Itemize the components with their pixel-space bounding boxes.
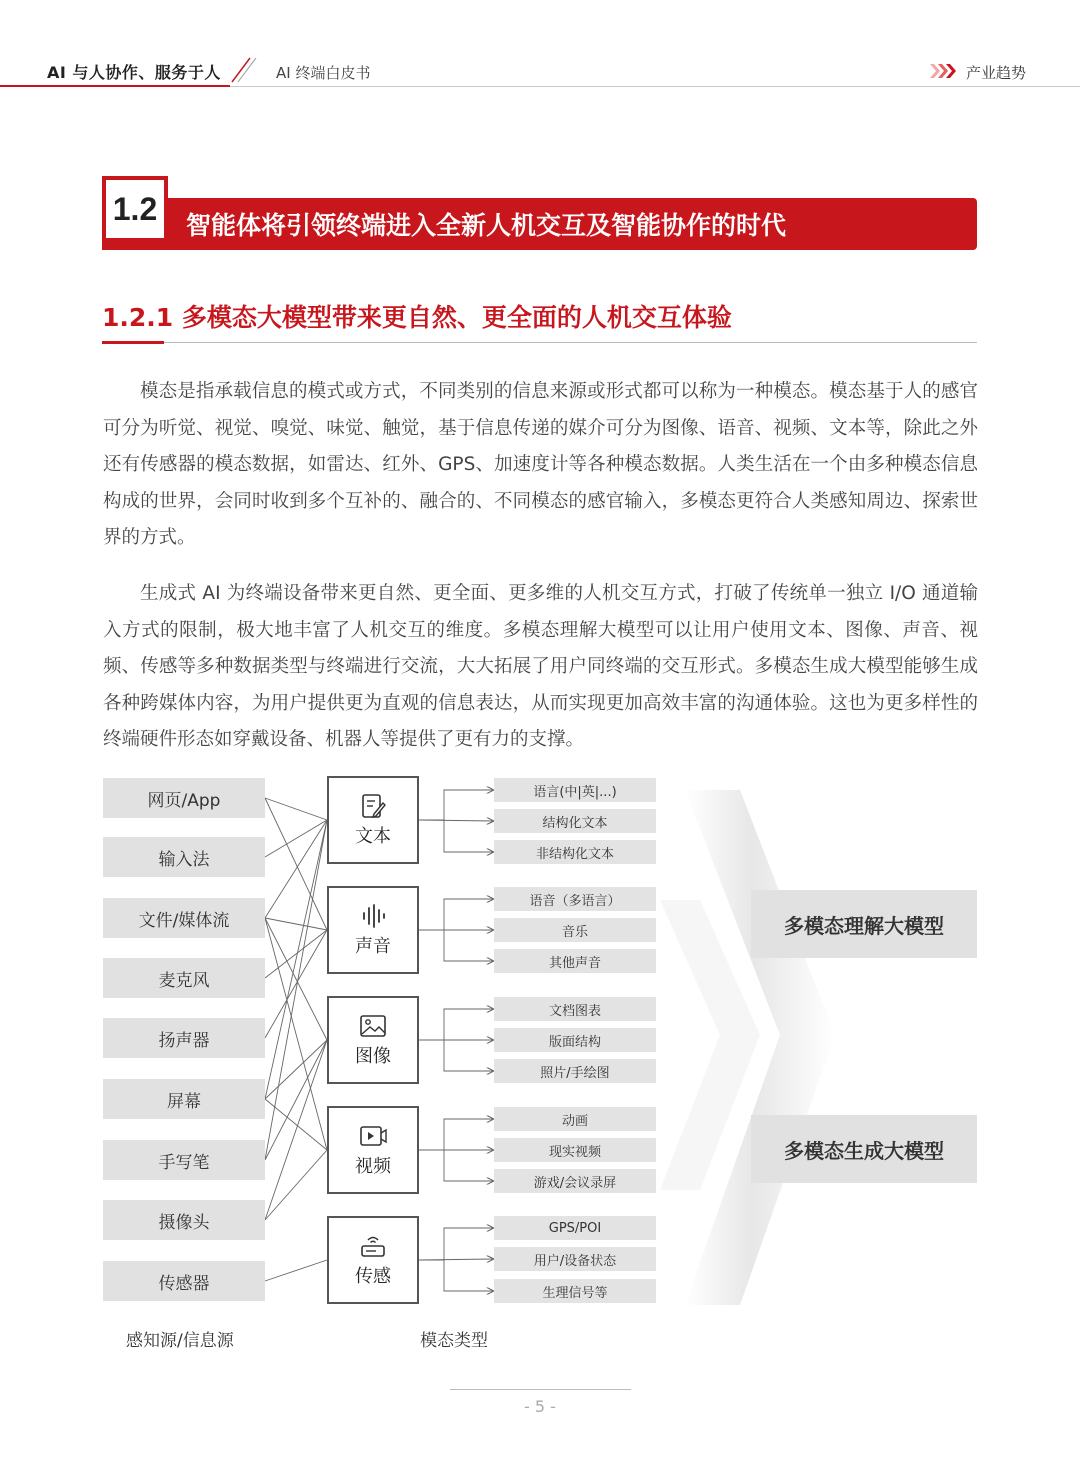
image-icon bbox=[358, 1012, 388, 1040]
subsection-underline bbox=[102, 342, 977, 343]
modality-sensing bbox=[327, 1216, 419, 1304]
section-number: 1.2 bbox=[112, 190, 158, 227]
source-speaker: 扬声器 bbox=[103, 1018, 265, 1058]
source-webpage-app: 网页/App bbox=[103, 778, 265, 818]
output-item: 用户/设备状态 bbox=[494, 1247, 656, 1271]
output-item: 现实视频 bbox=[494, 1138, 656, 1162]
output-item: 动画 bbox=[494, 1107, 656, 1131]
modality-video bbox=[327, 1106, 419, 1194]
edit-document-icon bbox=[358, 792, 388, 820]
source-stylus: 手写笔 bbox=[103, 1140, 265, 1180]
modality-label: 文本 bbox=[355, 826, 391, 847]
output-item: 文档图表 bbox=[494, 997, 656, 1021]
video-icon bbox=[358, 1122, 388, 1150]
output-item: GPS/POI bbox=[494, 1216, 656, 1240]
source-file-media: 文件/媒体流 bbox=[103, 898, 265, 938]
output-item: 游戏/会议录屏 bbox=[494, 1169, 656, 1193]
source-sensor: 传感器 bbox=[103, 1261, 265, 1301]
output-item: 结构化文本 bbox=[494, 809, 656, 833]
output-item: 非结构化文本 bbox=[494, 840, 656, 864]
output-item: 音乐 bbox=[494, 918, 656, 942]
source-microphone: 麦克风 bbox=[103, 958, 265, 998]
sound-wave-icon bbox=[358, 902, 388, 930]
output-item: 版面结构 bbox=[494, 1028, 656, 1052]
output-item: 生理信号等 bbox=[494, 1279, 656, 1303]
header-left-title: AI 与人协作、服务于人 bbox=[47, 63, 221, 82]
modality-sound bbox=[327, 886, 419, 974]
subsection-underline-accent bbox=[102, 341, 164, 344]
output-item: 语言(中|英|...) bbox=[494, 778, 656, 802]
source-screen: 屏幕 bbox=[103, 1079, 265, 1119]
caption-sources: 感知源/信息源 bbox=[126, 1331, 234, 1351]
header-chapter-label: 产业趋势 bbox=[966, 64, 1027, 82]
sensor-icon bbox=[358, 1232, 388, 1260]
source-camera: 摄像头 bbox=[103, 1200, 265, 1240]
output-item: 照片/手绘图 bbox=[494, 1059, 656, 1083]
modality-label: 视频 bbox=[355, 1156, 391, 1177]
modality-text bbox=[327, 776, 419, 864]
footer-divider bbox=[450, 1389, 631, 1390]
multimodal-diagram bbox=[100, 770, 980, 1370]
header-slash-divider bbox=[228, 56, 258, 84]
header-divider-accent bbox=[0, 85, 230, 87]
paragraph-2: 生成式 AI 为终端设备带来更自然、更全面、更多维的人机交互方式，打破了传统单一独立 I/O 通道输入方式的限制，极大地丰富了人机交互的维度。多模态理解大模型可以让用户使用文本、图像、声音、视频、传感等多种数据类型与终端进行交流，大大拓展了用户同终端的交互形式。多模态生成大模型能够生成各种跨媒体内容，为用户提供更为直观的信息表达，从而实现更加高效丰富的沟通体验。这也为更多样性的终端硬件形态如穿戴设备、机器人等提供了更有力的支撑。 bbox=[103, 583, 978, 750]
caption-modalities: 模态类型 bbox=[420, 1331, 488, 1351]
source-input-method: 输入法 bbox=[103, 837, 265, 877]
paragraph-1: 模态是指承载信息的模式或方式，不同类别的信息来源或形式都可以称为一种模态。模态基于人的感官可分为听觉、视觉、嗅觉、味觉、触觉，基于信息传递的媒介可分为图像、语音、视频、文本等，除此之外还有传感器的模态数据，如雷达、红外、GPS、加速度计等各种模态数据。人类生活在一个由多种模态信息构成的世界，会同时收到多个互补的、融合的、不同模态的感官输入，多模态更符合人类感知周边、探索世界的方式。 bbox=[103, 381, 978, 548]
model-generation: 多模态生成大模型 bbox=[751, 1115, 977, 1183]
page-number: - 5 - bbox=[524, 1397, 556, 1416]
modality-image bbox=[327, 996, 419, 1084]
chevrons-icon bbox=[930, 64, 960, 78]
subsection-title: 1.2.1 多模态大模型带来更自然、更全面的人机交互体验 bbox=[102, 303, 732, 332]
section-number-box bbox=[102, 176, 168, 242]
output-item: 语音（多语言） bbox=[494, 887, 656, 911]
modality-label: 传感 bbox=[355, 1266, 391, 1287]
modality-label: 声音 bbox=[355, 936, 391, 957]
section-title: 智能体将引领终端进入全新人机交互及智能协作的时代 bbox=[186, 211, 787, 240]
modality-label: 图像 bbox=[355, 1046, 391, 1067]
header-doc-title: AI 终端白皮书 bbox=[276, 64, 371, 82]
output-item: 其他声音 bbox=[494, 949, 656, 973]
model-understanding: 多模态理解大模型 bbox=[751, 890, 977, 958]
